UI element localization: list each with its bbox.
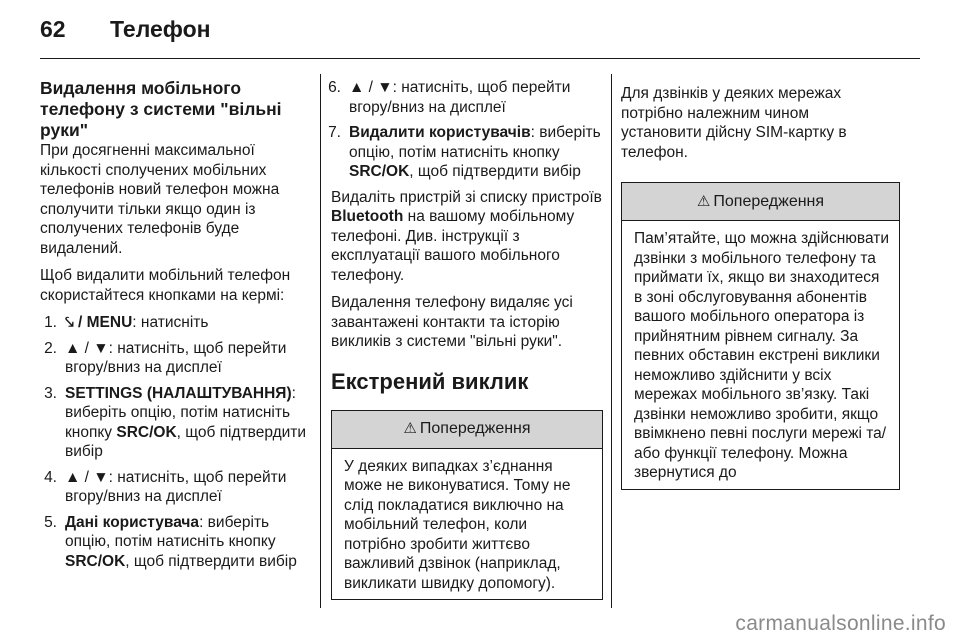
warning-icon: ⚠ <box>696 192 711 210</box>
warning-text: Пам’ятайте, що можна здійснювати дзвінки з мобільного телефону та приймати їх, якщо ви знаходитеся в зоні обслуговування абонентів вашого мобільного оператора із прийнятним рівнем сигналу. За певних обставин екстрені виклики неможливо здійснити у всіх мережах мобільного зв’язку. Такі дзвінки неможливо зробити, якщо ввімкнено певні послуги мережі та/або функції телефону. Можна звернутися до <box>634 230 890 481</box>
watermark: carmanualsonline.info <box>735 612 946 635</box>
warning-title: Попередження <box>713 192 825 210</box>
page-header <box>40 16 211 50</box>
column-divider-1 <box>320 74 321 608</box>
paragraph: При досягненні максимальної кількості сполучених мобільних телефонів новий телефон можна сполучити тільки якщо один із сполучених телефонів буде видалений. <box>40 142 280 257</box>
list-item: 6. ▲ / ▼: натисніть, щоб перейти вгору/вниз на дисплеї <box>322 78 603 117</box>
section-heading-emergency: Екстрений виклик <box>331 368 529 394</box>
page-title: Телефон <box>110 16 211 42</box>
warning-box <box>621 182 900 490</box>
list-item: 3. SETTINGS (НАЛАШТУВАННЯ): виберіть опцію, потім натисніть кнопку SRC/OK, щоб підтвердити вибір <box>44 384 307 460</box>
column-3 <box>621 78 900 490</box>
list-item: 1. ⤥ / MENU: натисніть <box>44 314 209 331</box>
column-divider-2 <box>611 74 612 608</box>
arrow-icon: ▲ / ▼: натисніть, щоб перейти вгору/вниз на дисплеї <box>349 79 571 116</box>
paragraph: Видалення телефону видаляє усі завантажені контакти та історію викликів з системи "вільні руки". <box>331 294 573 350</box>
arrow-icon: ▲ / ▼: натисніть, щоб перейти вгору/вниз на дисплеї <box>65 339 287 376</box>
list-item: 2. ▲ / ▼: натисніть, щоб перейти вгору/вниз на дисплеї <box>38 339 310 378</box>
header-divider <box>40 58 920 59</box>
warning-header <box>622 183 899 221</box>
page-number: 62 <box>40 16 66 42</box>
list-item: 4. ▲ / ▼: натисніть, щоб перейти вгору/вниз на дисплеї <box>38 468 310 507</box>
warning-text: У деяких випадках з’єднання може не виконуватися. Тому не слід покладатися виключно на мобільний телефон, коли потрібно зробити життєво важливий дзвінок (наприклад, викликати швидку допомогу). <box>344 457 571 592</box>
paragraph: Видаліть пристрій зі списку пристроїв Bluetooth на вашому мобільному телефоні. Див. інструкції з експлуатації вашого мобільного телефону. <box>331 188 602 284</box>
warning-header <box>332 411 602 449</box>
arrow-icon: ▲ / ▼: натисніть, щоб перейти вгору/вниз на дисплеї <box>65 468 287 505</box>
warning-title: Попередження <box>419 420 531 438</box>
steps-list <box>328 78 603 182</box>
sim-note: Для дзвінків у деяких мережах потрібно належним чином установити дійсну SIM-картку в телефон. <box>621 85 847 161</box>
list-item: 7. Видалити користувачів: виберіть опцію, потім натисніть кнопку SRC/OK, щоб підтвердити вибір <box>328 124 601 180</box>
list-item: 5. Дані користувача: виберіть опцію, потім натисніть кнопку SRC/OK, щоб підтвердити вибір <box>44 513 297 570</box>
warning-icon: ⚠ <box>403 420 417 438</box>
column-2 <box>328 78 603 600</box>
section-heading-delete-phone: Видалення мобільного телефону з системи "вільні руки" <box>40 78 282 140</box>
warning-box <box>331 410 603 601</box>
phone-menu-icon: ⤥ / MENU <box>65 314 133 331</box>
paragraph: Щоб видалити мобільний телефон скористайтеся кнопками на кермі: <box>40 267 291 304</box>
steps-list <box>40 313 310 571</box>
column-1 <box>40 78 310 577</box>
